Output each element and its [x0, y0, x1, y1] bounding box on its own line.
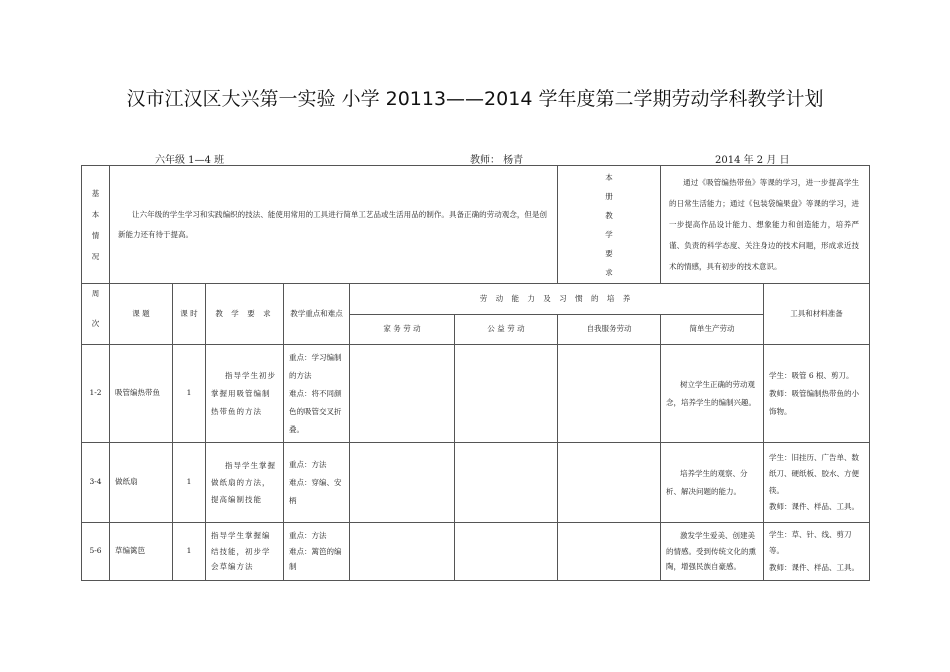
habits-header: 劳 动 能 力 及 习 惯 的 培 养	[350, 284, 764, 315]
table-row	[82, 345, 870, 443]
production-header: 简单生产劳动	[661, 314, 764, 345]
basic-situation-label: 基 本 情 况	[82, 166, 110, 284]
page-title: 汉市江汉区大兴第一实验 小学 20113——2014 学年度第二学期劳动学科教学计划	[126, 88, 824, 110]
teaching-plan-table	[81, 165, 870, 581]
overview-row	[82, 166, 870, 284]
public-labor-header: 公 益 劳 动	[455, 314, 558, 345]
row-materials: 学生：草、针、线、剪刀等。 教师：课件、样品、工具。	[764, 523, 870, 581]
table-row	[82, 523, 870, 581]
row-hours: 1	[173, 523, 206, 581]
row-materials: 学生：旧挂历、广告单、数纸刀、硬纸板、胶水、方便筷。 教师：课件、样品、工具。	[764, 443, 870, 523]
row-requirement: 指导学生初步掌握用吸管编制热带鱼的方法	[206, 345, 284, 443]
row-topic: 草编篱笆	[110, 523, 173, 581]
week-header: 周 次	[82, 284, 110, 345]
row-production: 树立学生正确的劳动观念，培养学生的编制兴趣。	[661, 345, 764, 443]
row-week: 5-6	[82, 523, 110, 581]
row-production: 激发学生爱美、创建美的情感。受到传统文化的熏陶，增强民族自豪感。	[661, 523, 764, 581]
row-key-points: 重点：学习编制的方法 难点：将不同颜色的吸管交叉折叠。	[284, 345, 350, 443]
teaching-req-header: 教 学 要 求	[206, 284, 284, 345]
row-topic: 吸管编热带鱼	[110, 345, 173, 443]
row-housework	[350, 523, 455, 581]
topic-header: 课 题	[110, 284, 173, 345]
housework-header: 家 务 劳 动	[350, 314, 455, 345]
row-self-service	[558, 523, 661, 581]
row-key-points: 重点：方法 难点：穿编、安柄	[284, 443, 350, 523]
row-topic: 做纸扇	[110, 443, 173, 523]
table-row	[82, 443, 870, 523]
self-service-header: 自我服务劳动	[558, 314, 661, 345]
row-week: 3-4	[82, 443, 110, 523]
row-self-service	[558, 345, 661, 443]
header-row-1	[82, 284, 870, 315]
row-week: 1-2	[82, 345, 110, 443]
row-public-labor	[455, 523, 558, 581]
row-hours: 1	[173, 345, 206, 443]
row-materials: 学生：吸管 6 根、剪刀。 教师：吸管编制热带鱼的小饰物。	[764, 345, 870, 443]
hours-header: 课 时	[173, 284, 206, 345]
teaching-requirement-text: 通过《吸管编热带鱼》等课的学习，进一步提高学生的日常生活能力；通过《包装袋编果盘》等课的学习，进一步提高作品设计能力、想象能力和创造能力，培养严谨、负责的科学态度、关注身边的技术问题，形成求近技术的情感，具有初步的技术意识。	[661, 166, 870, 284]
row-hours: 1	[173, 443, 206, 523]
key-points-header: 教学重点和难点	[284, 284, 350, 345]
row-requirement: 指导学生掌握做纸扇的方法，提高编制技能	[206, 443, 284, 523]
row-requirement: 指导学生掌握编结技能，初步学会草编方法	[206, 523, 284, 581]
basic-situation-text: 让六年级的学生学习和实践编织的技法、能使用常用的工具进行简单工艺品或生活用品的制作。具备正确的劳动观念，但是创新能力还有待于提高。	[110, 166, 558, 284]
row-housework	[350, 443, 455, 523]
grade-class: 六年级 1—4 班	[155, 155, 225, 166]
row-key-points: 重点：方法 难点：篱笆的编制	[284, 523, 350, 581]
materials-header: 工具和材料准备	[764, 284, 870, 345]
teacher-name: 教师： 杨青	[470, 155, 524, 166]
row-housework	[350, 345, 455, 443]
row-public-labor	[455, 443, 558, 523]
row-public-labor	[455, 345, 558, 443]
teaching-requirement-label: 本 册 教 学 要 求	[558, 166, 661, 284]
plan-date: 2014 年 2 月 日	[715, 155, 790, 166]
row-self-service	[558, 443, 661, 523]
row-production: 培养学生的观察、分析、解决问题的能力。	[661, 443, 764, 523]
